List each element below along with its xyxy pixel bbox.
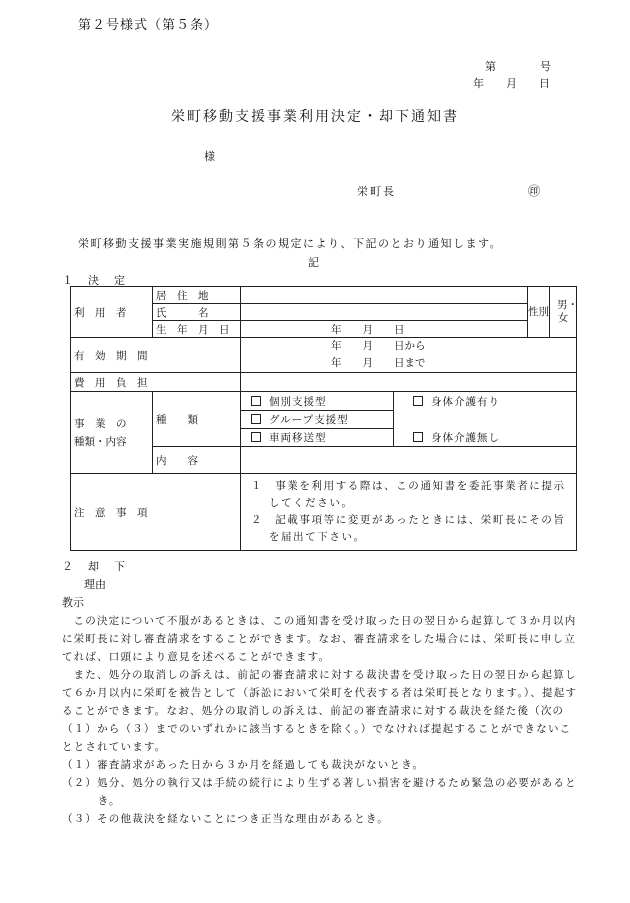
name-value — [241, 304, 528, 321]
checkbox-icon — [413, 396, 423, 406]
teaching-item: （２）処分、処分の執行又は手続の続行により生ずる著しい損害を避けるため緊急の必要があるとき。 — [62, 777, 577, 807]
period-to: 年 月 日まで — [331, 357, 426, 369]
teaching-paragraph: また、処分の取消しの訴えは、前記の審査請求に対する裁決書を受け取った日の翌日から起算して６か月以内に栄町を被告として（訴訟において栄町を代表する者は栄町長となります。）、提起することができます。なお、処分の取消しの訴えは、前記の審査請求に対する裁決を経た後（次の（１）から（３）までのいずれかに該当するときを除く。）でなければ提起することができないこととされています。 — [62, 669, 578, 753]
user-label: 利 用 者 — [71, 287, 153, 338]
kind-label: 種 類 — [153, 392, 241, 447]
birth-label: 生 年 月 日 — [153, 321, 241, 338]
notes-label: 注 意 事 項 — [71, 474, 241, 551]
note-item: １ 事業を利用する際は、この通知書を委託事業者に提示してください。 — [251, 480, 566, 509]
checkbox-icon — [251, 396, 261, 406]
option-care-yes[interactable]: 身体介護有り — [413, 394, 500, 409]
address-label: 居 住 地 — [153, 287, 241, 304]
section-rejection: ２ 却 下 — [62, 560, 127, 573]
sex-label: 性別 — [528, 287, 550, 338]
issue-date: 年 月 日 — [473, 77, 550, 90]
checkbox-icon — [413, 432, 423, 442]
issuer: 栄町長 — [357, 185, 396, 198]
teaching-paragraph: この決定について不服があるときは、この通知書を受け取った日の翌日から起算して３か月以内に栄町長に対し審査請求をすることができます。なお、審査請求をした場合には、栄町長に申し立てれば、口頭により意見を述べることができます。 — [62, 615, 577, 663]
period-from: 年 月 日から — [331, 340, 426, 352]
teaching-item: （１）審査請求があった日から３か月を経過しても裁決がないとき。 — [62, 759, 425, 771]
cost-value — [241, 373, 577, 392]
section-decision: １ 決 定 — [62, 274, 127, 287]
page-title: 栄町移動支援事業利用決定・却下通知書 — [171, 109, 459, 125]
ki-heading: 記 — [308, 256, 319, 269]
name-label: 氏 名 — [153, 304, 241, 321]
option-vehicle[interactable]: 車両移送型 — [251, 430, 327, 445]
decision-table — [70, 286, 577, 551]
sex-value: 男・女 — [550, 287, 577, 338]
addressee-suffix: 様 — [204, 150, 215, 163]
kind-options — [241, 392, 577, 447]
checkbox-icon — [251, 414, 261, 424]
teaching-body — [62, 612, 580, 828]
document-number: 第 号 — [485, 60, 551, 73]
period-label: 有 効 期 間 — [71, 338, 241, 373]
option-individual[interactable]: 個別支援型 — [251, 394, 327, 409]
service-label: 事 業 の 種類・内容 — [71, 392, 153, 474]
period-value — [241, 338, 577, 373]
teaching-item: （３）その他裁決を経ないことにつき正当な理由があるとき。 — [62, 813, 389, 825]
content-value — [241, 447, 577, 474]
reason-label: 理由 — [84, 578, 106, 591]
option-care-no[interactable]: 身体介護無し — [413, 430, 500, 445]
notes-list — [241, 474, 577, 551]
teaching-label: 教示 — [62, 596, 84, 609]
note-item: ２ 記載事項等に変更があったときには、栄町長にその旨を届出て下さい。 — [251, 514, 566, 543]
option-group[interactable]: グループ支援型 — [251, 412, 349, 427]
intro-text: 栄町移動支援事業実施規則第５条の規定により、下記のとおり通知します。 — [78, 237, 503, 250]
form-number: 第２号様式（第５条） — [78, 18, 219, 33]
seal-mark: ㊞ — [528, 184, 541, 198]
cost-label: 費 用 負 担 — [71, 373, 241, 392]
birth-value: 年 月 日 — [241, 321, 528, 338]
checkbox-icon — [251, 432, 261, 442]
address-value — [241, 287, 528, 304]
content-label: 内 容 — [153, 447, 241, 474]
